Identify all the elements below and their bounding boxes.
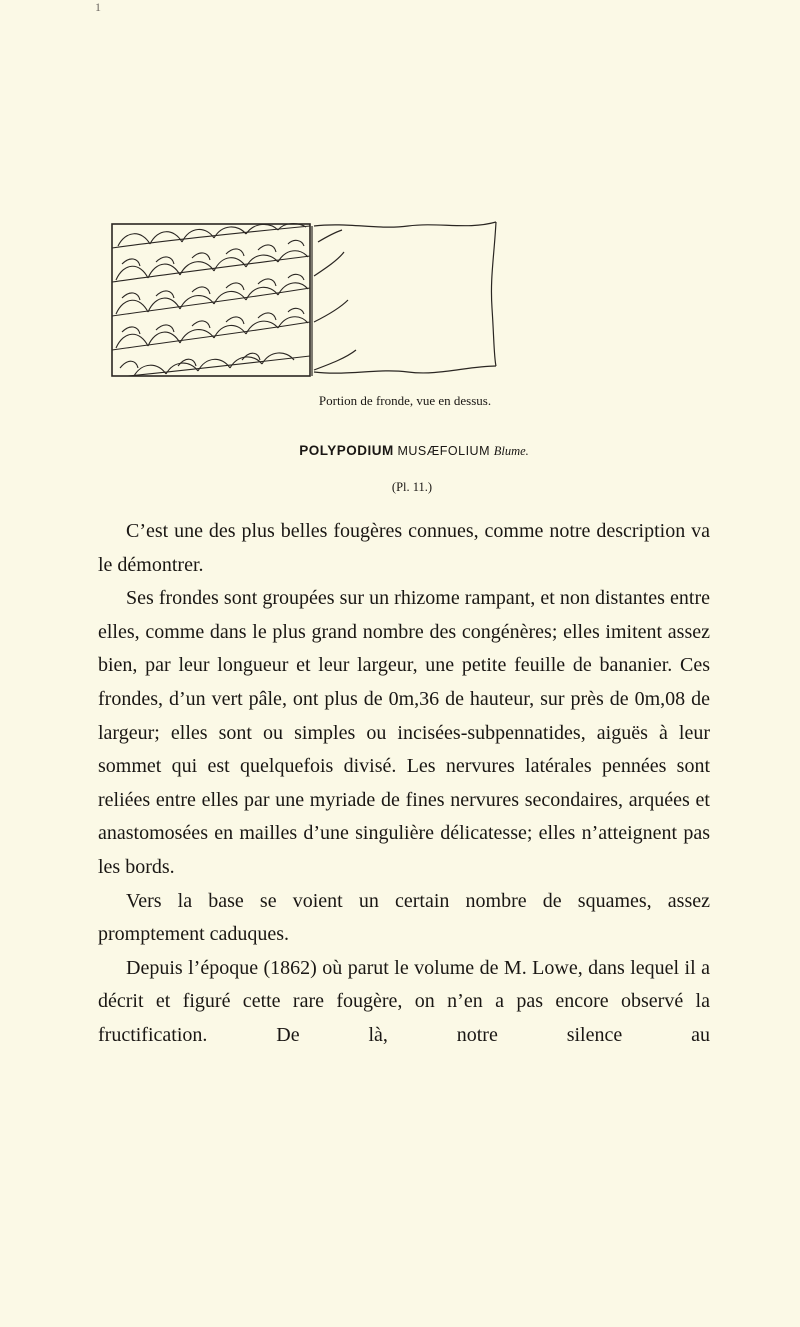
- paragraph: Ses frondes sont groupées sur un rhizome rampant, et non distantes entre elles, comme dans le plus grand nombre des congénères; elles imitent assez bien, par leur longueur et leur largeur, une petite feuille de bananier. Ces frondes, d’un vert pâle, ont plus de 0m,36 de hauteur, sur près de 0m,08 de largeur; elles sont ou simples ou incisées-subpennatides, aiguës à leur sommet qui est quelquefois divisé. Les nervures latérales pennées sont reliées entre elles par une myriade de fines nervures secondaires, arquées et anastomosées en mailles d’une singulière délicatesse; elles n’atteignent pas les bords.: [98, 587, 710, 878]
- paragraph: Vers la base se voient un certain nombre de squames, assez promptement caduques.: [98, 889, 710, 946]
- title-species: MUSÆFOLIUM: [397, 444, 490, 458]
- paragraph: C’est une des plus belles fougères connues, comme notre description va le démontrer.: [98, 520, 710, 576]
- figure-caption: Portion de fronde, vue en dessus.: [318, 393, 492, 408]
- paragraph: Depuis l’époque (1862) où parut le volume de M. Lowe, dans lequel il a décrit et figuré cette rare fougère, on n’en a pas encore observé la fructification. De là, notre silence au: [98, 956, 710, 1046]
- body-text: [98, 515, 710, 1053]
- plate-reference: (Pl. 11.): [391, 480, 433, 494]
- frond-venation-drawing: [108, 218, 504, 380]
- frond-outline: [312, 222, 496, 376]
- species-title: [0, 443, 800, 459]
- title-genus: POLYPODIUM: [299, 443, 394, 458]
- title-author: Blume.: [493, 444, 529, 458]
- page-number: 1: [95, 0, 101, 14]
- venation-network: [112, 224, 310, 376]
- frond-venation-figure: [108, 218, 504, 380]
